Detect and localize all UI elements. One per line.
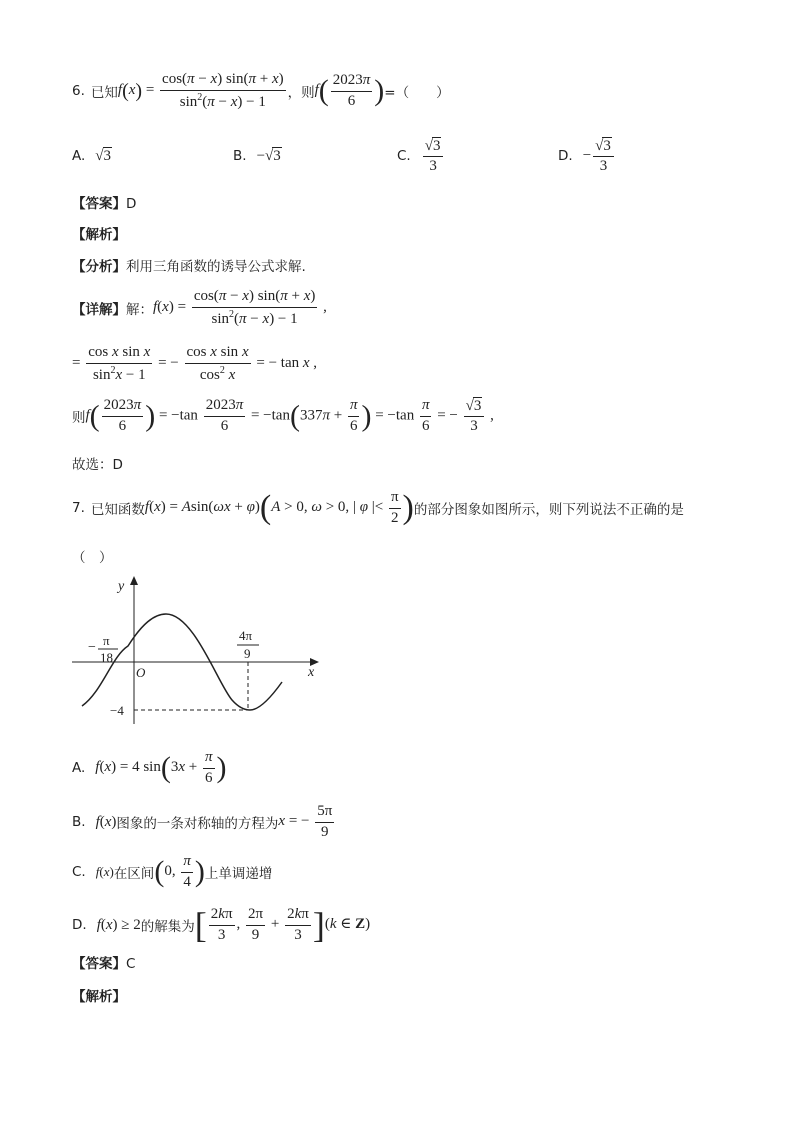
q7-function-definition: f(x) = Asin(ωx + φ)(A > 0, ω > 0, | φ |< $\frac{\pi}{2}$ ) [144, 489, 414, 526]
option-text-b: 上单调递增 [204, 866, 273, 882]
q6-number: 6. [72, 83, 85, 99]
detail-formula-3: f( $\frac{2023\pi}{6}$ ) = −tan $\frac{2023\pi}{6}$ = −tan(337π + $\frac{\pi}{6}$ ) = −tan $\frac{\pi}{6}$ = − $\frac{√3}{3}$ , [85, 397, 494, 434]
fenxi-label: 【分析】 [72, 259, 126, 275]
q6-detail-line-3 [72, 392, 494, 440]
option-formula-prefix: f(x) [95, 864, 114, 879]
option-interval: (0, $\frac{\pi}{4}$ ) [154, 853, 205, 890]
detail-formula-2: = $\frac{\text{cos x sin x}}{\sin^2x - 1}$ = − $\frac{\text{cos x sin x}}{\cos^2 x}$ = − tan x , [72, 344, 318, 383]
answer-value: D [126, 196, 137, 212]
q7-analysis-heading [72, 985, 126, 1005]
option-text: 图象的一条对称轴的方程为 [116, 816, 279, 832]
q7-answer-line [72, 952, 135, 972]
option-solution-set: [ $\frac{2k\pi}{3}$ , $\frac{2\pi}{9}$ + $\frac{2k\pi}{3}$ ](k ∈ Z) [194, 905, 371, 945]
q6-fenxi-line [72, 255, 306, 275]
q7-option-b [72, 802, 336, 842]
q6-choose-line: 故选：D [72, 457, 123, 473]
option-formula-prefix: f(x) [95, 813, 117, 830]
fenxi-text: 利用三角函数的诱导公式求解. [126, 259, 306, 275]
q6-option-b [233, 140, 282, 172]
q7-option-d [72, 903, 370, 947]
q6-target-expression: f( $\frac{2023\pi}{6}$ ) [314, 72, 385, 109]
option-formula: f(x) = 4 sin(3x + $\frac{\pi}{6}$ ) [95, 749, 227, 786]
option-letter: A. [72, 148, 86, 164]
line3-prefix: 则 [72, 410, 86, 426]
q6-option-d [558, 134, 616, 178]
q6-stem [72, 68, 450, 114]
q7-answer-paren: （ ） [72, 550, 113, 566]
option-text-a: 在区间 [113, 866, 155, 882]
left-tick-numerator: π [103, 633, 110, 648]
option-letter: C. [397, 148, 411, 164]
q6-function-definition: f(x) = $\frac{\cos(\pi - x) \sin(\pi + x)}{\sin^2(\pi - x) - 1}$ [117, 71, 284, 110]
detail-formula-1: f(x) = $\frac{\cos(\pi - x) \sin(\pi + x)}{\sin^2(\pi - x) - 1}$ , [153, 288, 327, 327]
detail-label: 【详解】 [72, 302, 126, 318]
option-letter: A. [72, 760, 86, 776]
min-value-label: −4 [110, 703, 124, 718]
option-value: $\frac{√3}{3}$ [421, 137, 446, 176]
q6-analysis-heading [72, 223, 126, 243]
y-axis-arrow [130, 576, 138, 585]
analysis-label: 【解析】 [72, 227, 126, 243]
q6-stem-then: ，则 [287, 85, 315, 101]
q7-stem-intro: 已知函数 [90, 502, 145, 518]
q7-stem-rest: 的部分图象如图所示，则下列说法不正确的是 [413, 502, 684, 518]
y-axis-label: y [118, 579, 125, 594]
answer-label: 【答案】 [72, 956, 126, 972]
detail-text: 解： [126, 302, 153, 318]
q6-option-a [72, 140, 112, 172]
q7-stem [72, 486, 684, 530]
q6-stem-intro: 已知 [90, 85, 118, 101]
option-value: √3 [95, 148, 112, 164]
x-axis-label: x [308, 665, 315, 680]
option-text: 的解集为 [140, 919, 195, 935]
q7-option-a [72, 746, 227, 790]
q7-number: 7. [72, 500, 85, 516]
option-letter: B. [72, 814, 86, 830]
q6-answer-paren: =（ ） [384, 85, 450, 101]
option-formula-prefix: f(x) ≥ 2 [96, 916, 141, 933]
option-letter: D. [72, 917, 87, 933]
analysis-label: 【解析】 [72, 989, 126, 1005]
option-value: −√3 [256, 148, 281, 164]
q6-answer-line [72, 192, 136, 212]
option-letter: B. [233, 148, 247, 164]
q6-detail-line [72, 285, 327, 331]
answer-label: 【答案】 [72, 196, 126, 212]
left-tick-denominator: 18 [100, 650, 113, 665]
answer-value: C [126, 956, 136, 972]
q6-option-c [397, 134, 445, 178]
option-letter: C. [72, 864, 86, 880]
q7-sine-graph [68, 574, 328, 734]
option-formula-suffix: x = − $\frac{5\pi}{9}$ [278, 803, 333, 840]
left-tick-sign: − [88, 640, 96, 655]
option-letter: D. [558, 148, 573, 164]
right-tick-denominator: 9 [244, 646, 251, 661]
option-value: − $\frac{√3}{3}$ [583, 137, 616, 176]
right-tick-numerator: 4π [239, 628, 253, 643]
q7-option-c [72, 850, 272, 894]
q6-detail-line-2 [72, 342, 317, 386]
origin-label: O [136, 665, 146, 680]
